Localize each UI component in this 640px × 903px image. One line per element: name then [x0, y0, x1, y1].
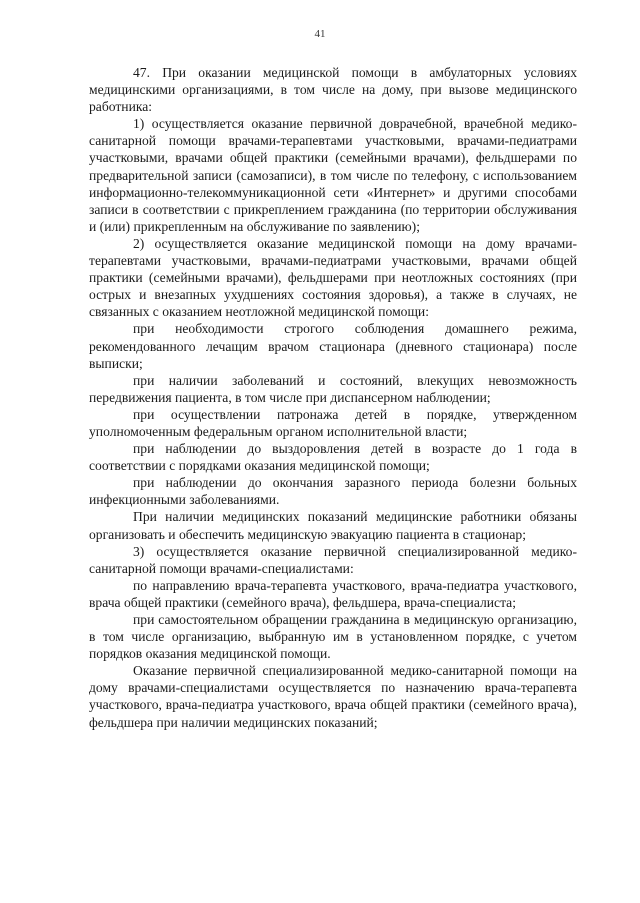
- paragraph-patronage: при осуществлении патронажа детей в порядке, утвержденном уполномоченным федеральным органом исполнительной власти;: [89, 406, 577, 439]
- paragraph-47-intro: 47. При оказании медицинской помощи в амбулаторных условиях медицинскими организациями, в том числе на дому, при вызове медицинского работника:: [89, 65, 577, 115]
- paragraph-home-regime: при необходимости строгого соблюдения домашнего режима, рекомендованного лечащим врачом стационара (дневного стационара) после выписки;: [89, 321, 577, 371]
- paragraph-home-specialists: Оказание первичной специализированной медико-санитарной помощи на дому врачами-специалистами осуществляется по назначению врача-терапевта участкового, врача-педиатра участкового, врача общей практики (семейного врача), фельдшера при наличии медицинских показаний;: [89, 663, 577, 730]
- page-number: 41: [314, 28, 326, 40]
- paragraph-item-2: 2) осуществляется оказание медицинской помощи на дому врачами-терапевтами участковыми, врачами-педиатрами участковыми, врачами общей практики (семейными врачами), фельдшерами при неотложных состояниях (при острых и внезапных ухудшениях состояния здоровья), а также в случаях, не связанных с оказанием неотложной медицинской помощи:: [89, 235, 577, 320]
- paragraph-evacuation: При наличии медицинских показаний медицинские работники обязаны организовать и обеспечить медицинскую эвакуацию пациента в стационар;: [89, 509, 577, 542]
- paragraph-infectious: при наблюдении до окончания заразного периода болезни больных инфекционными заболеваниями.: [89, 475, 577, 508]
- paragraph-infants: при наблюдении до выздоровления детей в возрасте до 1 года в соответствии с порядками оказания медицинской помощи;: [89, 441, 577, 474]
- paragraph-by-referral: по направлению врача-терапевта участкового, врача-педиатра участкового, врача общей практики (семейного врача), фельдшера, врача-специалиста;: [89, 577, 577, 610]
- paragraph-item-3: 3) осуществляется оказание первичной специализированной медико-санитарной помощи врачами-специалистами:: [89, 543, 577, 576]
- paragraph-immobility: при наличии заболеваний и состояний, влекущих невозможность передвижения пациента, в том числе при диспансерном наблюдении;: [89, 372, 577, 405]
- document-body: [89, 64, 577, 731]
- paragraph-item-1: 1) осуществляется оказание первичной доврачебной, врачебной медико-санитарной помощи врачами-терапевтами участковыми, врачами-педиатрами участковыми, врачами общей практики (семейными врачами), фельдшерами по предварительной записи (самозаписи), в том числе по телефону, с использованием информационно-телекоммуникационной сети «Интернет» и другими способами записи в соответствии с прикреплением гражданина (по территории обслуживания и (или) прикрепленным на обслуживание по заявлению);: [89, 116, 577, 234]
- paragraph-self-referral: при самостоятельном обращении гражданина в медицинскую организацию, в том числе организацию, выбранную им в установленном порядке, с учетом порядков оказания медицинской помощи.: [89, 612, 577, 662]
